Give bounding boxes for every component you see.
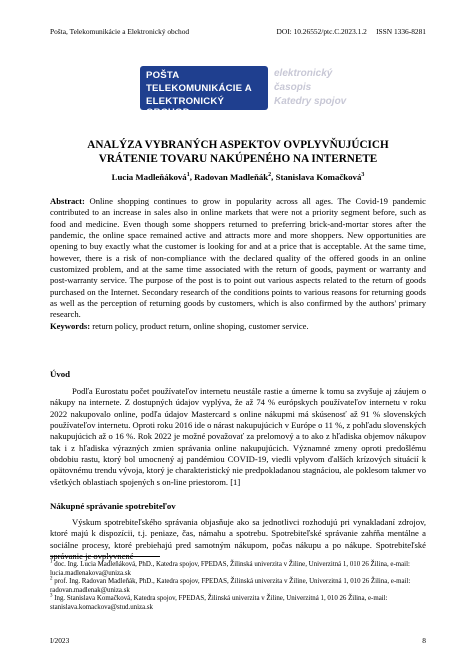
footnote-3-num: 3: [50, 593, 53, 599]
footnote-3-text: Ing. Stanislava Komačková, Katedra spojov, FPEDAS, Žilinská univerzita v Žiline, Univerzitná 1, 010 26 Žilina, e-mail: stanislava.komackova@stud.uniza.sk: [50, 595, 388, 611]
keywords-text: return policy, product return, online shoping, customer service.: [90, 320, 309, 331]
doi-issn: DOI: 10.26552/ptc.C.2023.1.2 ISSN 1336-8281: [276, 27, 426, 36]
logo-block: [140, 66, 268, 118]
logo-sub-1: elektronický: [274, 68, 333, 79]
section-heading: Nákupné správanie spotrebiteľov: [50, 501, 176, 511]
author-separator: ,: [189, 172, 195, 182]
footnote-1-num: 1: [50, 559, 53, 565]
abstract-text: Online shopping continues to grow in popularity across all ages. The Covid-19 pandemic contributed to an increase in sales also in online markets that were not a priority segment before, such as food and medicine. Even though some shoppers returned to preferring brick-and-mortar stores after the pandemic, the online space remained active and attracts more and more shoppers. New opportunities are opening to buy exactly what the customer is looking for and at a price that is acceptable. At the same time, however, there is a risk of non-compliance with the declared quality of the offered goods in an online customized problem, and at the same time associated with the return of goods, payment or warranty and post-warranty service. The purpose of the post is to point out various aspects related to the return of goods purchased on the Internet. Secondary research of the conditions points to various reasons for returning goods as well as the perception of returning goods by customers, which is also confirmed by the authors' primary research.: [50, 196, 426, 320]
author-separator: ,: [271, 172, 276, 182]
footnote-1: [50, 561, 426, 578]
footnote-2-text: prof. Ing. Radovan Madleňák, PhD., Katedra spojov, FPEDAS, Žilinská univerzita v Žiline, Univerzitná 1, 010 26 Žilina, e-mail: radovan.madlenak@uniza.sk: [50, 578, 411, 594]
author-3-note: 3: [361, 172, 365, 179]
logo-line-1: POŠTA: [146, 70, 180, 81]
logo-sub-2: časopis: [274, 82, 312, 93]
intro-paragraph: Podľa Eurostatu počet používateľov internetu neustále rastie a úmerne k tomu sa zvyšuje aj záujem o nákupy na internete. Z dostupných údajov vyplýva, že až 74 % európskych používateľov internetu v roku 2022 nakupovalo online, podľa údajov Mastercard s online nákupmi má skúsenosť až 91 % slovenských používateľov internetu. Oproti roku 2016 ide o nárast nakupujúcich v Európe o 11 %, z pohľadu slovenských nakupujúcich až o 16 %. Rok 2022 je možné považovať za prelomový a to ako z hľadiska objemov nákupov tak i z hľadiska výrazných zmien správania online nakupujúcich. Významné zmeny oproti predošlému obdobiu rastu, ktorý bol umocnený aj pandémiou COVID-19, viedli vplyvom ďalších krízových situácií k opätovnému trendu vývoja, ktorý je charakteristický nie predpokladanou stagnáciou, ale poklesom takmer vo všetkých oblastiach spojených s on-line priestorom. [1]: [50, 386, 426, 487]
journal-logo: [140, 66, 370, 118]
footnote-2-num: 2: [50, 576, 53, 582]
logo-line-3: ELEKTRONICKÝ OBCHOD: [146, 96, 225, 118]
title-line-1: ANALÝZA VYBRANÝCH ASPEKTOV OVPLYVŇUJÚCICH: [87, 139, 389, 151]
logo-sub-3: Katedry spojov: [274, 96, 347, 107]
author-2: Radovan Madleňák: [194, 172, 269, 182]
author-3: Stanislava Komačková: [275, 172, 362, 182]
section-paragraph: Výskum spotrebiteľského správania objasňuje ako sa jednotlivci rozhodujú pri vynakladaní zdrojov, ktoré majú k dispozícii, t.j. peniaze, čas, námahu a spotrebu. Spotrebiteľské správanie zahŕňa mentálne a sociálne procesy, ktoré prebiehajú pred samotným nákupom, počas nákupu a po nákupe. Spotrebiteľské správanie je ovplyvnené: [50, 517, 426, 562]
keywords-label: Keywords:: [50, 320, 91, 331]
footnote-1-text: doc. Ing. Lucia Madleňáková, PhD., Katedra spojov, FPEDAS, Žilinská univerzita v Žiline, Univerzitná 1, 010 26 Žilina, e-mail: lucia.madlenakova@uniza.sk: [50, 561, 410, 577]
author-1: Lucia Madleňáková: [111, 172, 187, 182]
author-2-note: 2: [268, 172, 272, 179]
author-1-note: 1: [186, 172, 190, 179]
journal-name: Pošta, Telekomunikácie a Elektronický obchod: [50, 27, 190, 36]
footnote-3: [50, 595, 426, 612]
page-number: 8: [422, 636, 426, 645]
footnote-2: [50, 578, 426, 595]
footnote-rule: [50, 556, 160, 557]
issue-label: I/2023: [50, 636, 70, 645]
abstract-label: Abstract:: [50, 196, 85, 206]
author-list: [50, 172, 426, 182]
logo-line-2: TELEKOMUNIKÁCIE A: [146, 83, 252, 94]
abstract: [50, 196, 426, 332]
article-title: [50, 138, 426, 166]
title-line-2: VRÁTENIE TOVARU NAKÚPENÉHO NA INTERNETE: [98, 153, 378, 165]
intro-heading: Úvod: [50, 369, 71, 379]
